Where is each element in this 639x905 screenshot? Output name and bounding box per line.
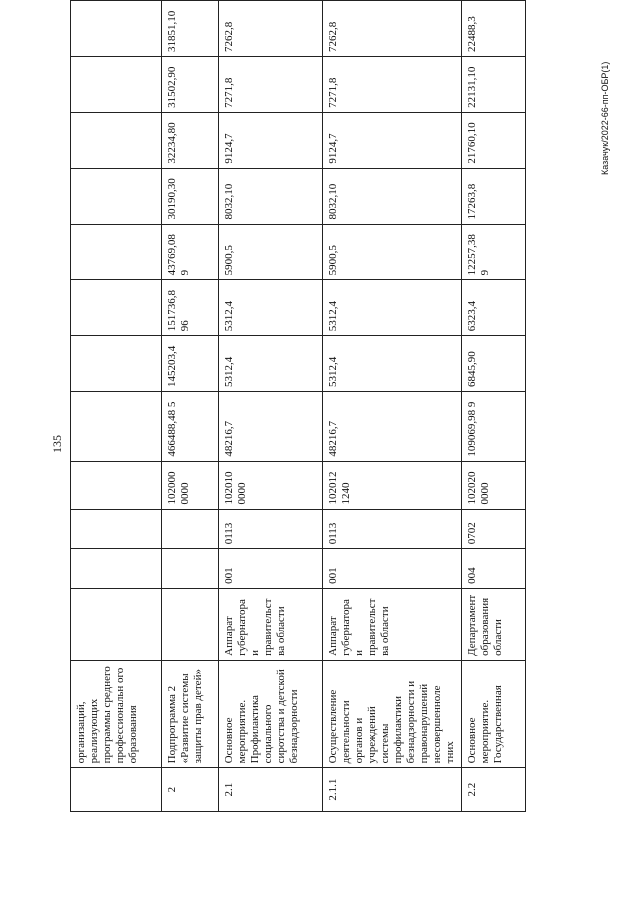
cell-y2025: 22488,3 <box>462 1 526 57</box>
cell-rzpr: 0702 <box>462 509 526 549</box>
cell-y2020: 6323,4 <box>462 280 526 336</box>
cell-y2025: 31851,10 <box>162 1 219 57</box>
table-row <box>162 1 219 812</box>
cell-grbs: 004 <box>462 549 526 589</box>
cell-y2023 <box>71 112 162 168</box>
cell-csr: 102012 1240 <box>323 461 462 509</box>
cell-y2022: 8032,10 <box>219 168 323 224</box>
cell-grbs: 001 <box>219 549 323 589</box>
document-code: Казачук/2022-66-пп-ОБР(1) <box>600 61 610 175</box>
cell-y2023: 21760,10 <box>462 112 526 168</box>
cell-executor <box>71 588 162 660</box>
table-row <box>323 1 462 812</box>
cell-y2019: 5312,4 <box>219 336 323 392</box>
cell-total: 466488,48 5 <box>162 392 219 462</box>
table-row <box>462 1 526 812</box>
cell-y2024: 22131,10 <box>462 56 526 112</box>
cell-csr: 102000 0000 <box>162 461 219 509</box>
cell-y2023: 9124,7 <box>323 112 462 168</box>
cell-csr: 102020 0000 <box>462 461 526 509</box>
budget-table <box>70 0 526 812</box>
cell-y2022: 17263,8 <box>462 168 526 224</box>
cell-y2020: 5312,4 <box>219 280 323 336</box>
cell-y2023: 32234,80 <box>162 112 219 168</box>
cell-total: 48216,7 <box>219 392 323 462</box>
cell-y2019: 5312,4 <box>323 336 462 392</box>
cell-y2022: 8032,10 <box>323 168 462 224</box>
cell-csr <box>71 461 162 509</box>
cell-y2021: 5900,5 <box>323 224 462 280</box>
cell-y2021: 43769,08 9 <box>162 224 219 280</box>
cell-total: 48216,7 <box>323 392 462 462</box>
cell-num: 2.1 <box>219 768 323 812</box>
cell-y2020: 5312,4 <box>323 280 462 336</box>
cell-name: организаций, реализующих программы среднего профессиональн ого образования <box>71 660 162 768</box>
cell-grbs <box>71 549 162 589</box>
cell-y2021: 12257,38 9 <box>462 224 526 280</box>
page-number: 135 <box>50 435 64 453</box>
cell-y2019 <box>71 336 162 392</box>
cell-total: 109069,98 9 <box>462 392 526 462</box>
cell-num: 2 <box>162 768 219 812</box>
cell-total <box>71 392 162 462</box>
cell-num: 2.1.1 <box>323 768 462 812</box>
cell-y2024: 7271,8 <box>323 56 462 112</box>
cell-y2021 <box>71 224 162 280</box>
cell-name: Основное мероприятие. Государственная <box>462 660 526 768</box>
cell-csr: 102010 0000 <box>219 461 323 509</box>
cell-y2021: 5900,5 <box>219 224 323 280</box>
cell-num: 2.2 <box>462 768 526 812</box>
cell-y2020 <box>71 280 162 336</box>
cell-y2024 <box>71 56 162 112</box>
table-row <box>219 1 323 812</box>
cell-executor: Аппарат губернатора и правительст ва области <box>219 588 323 660</box>
cell-y2024: 7271,8 <box>219 56 323 112</box>
cell-name: Подпрограмма 2 «Развитие системы защиты прав детей» <box>162 660 219 768</box>
cell-y2025 <box>71 1 162 57</box>
cell-y2022: 30190,30 <box>162 168 219 224</box>
cell-executor: Аппарат губернатора и правительст ва области <box>323 588 462 660</box>
cell-grbs: 001 <box>323 549 462 589</box>
cell-executor <box>162 588 219 660</box>
cell-rzpr <box>162 509 219 549</box>
cell-rzpr <box>71 509 162 549</box>
cell-y2019: 6845,90 <box>462 336 526 392</box>
cell-executor: Департамент образования области <box>462 588 526 660</box>
cell-name: Основное мероприятие. Профилактика социального сиротства и детской безнадзорности <box>219 660 323 768</box>
cell-grbs <box>162 549 219 589</box>
cell-rzpr: 0113 <box>323 509 462 549</box>
cell-name: Осуществление деятельности органов и учреждений системы профилактики безнадзорности и правонарушений несовершенноле тних <box>323 660 462 768</box>
cell-y2025: 7262,8 <box>219 1 323 57</box>
cell-y2025: 7262,8 <box>323 1 462 57</box>
cell-num <box>71 768 162 812</box>
cell-y2023: 9124,7 <box>219 112 323 168</box>
cell-y2020: 151736,8 96 <box>162 280 219 336</box>
cell-rzpr: 0113 <box>219 509 323 549</box>
cell-y2024: 31502,90 <box>162 56 219 112</box>
table-row <box>71 1 162 812</box>
cell-y2019: 145203,4 <box>162 336 219 392</box>
cell-y2022 <box>71 168 162 224</box>
